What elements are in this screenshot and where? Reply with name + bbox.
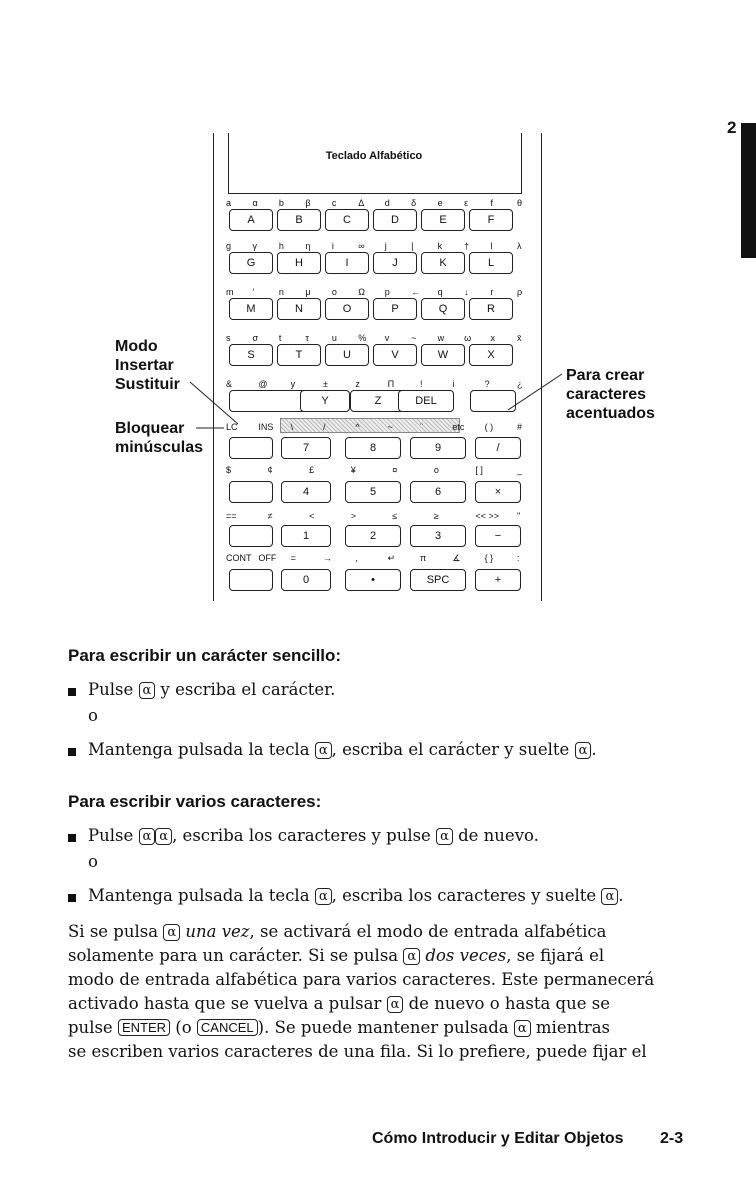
- alpha-key: α: [315, 742, 332, 759]
- key-label: x̄: [517, 333, 522, 343]
- text: , escriba los caracteres y suelte: [331, 886, 597, 905]
- callout-line: Insertar: [115, 357, 174, 374]
- text: , escriba el carácter y suelte: [331, 740, 570, 759]
- alpha-key: α: [436, 828, 453, 845]
- key-label: y: [290, 379, 296, 389]
- key-label: |: [411, 241, 414, 251]
- key-label: j: [384, 241, 387, 251]
- text: solamente para un carácter. Si se pulsa: [68, 946, 399, 965]
- key-label: α: [252, 198, 258, 208]
- key-label: ∡: [452, 553, 461, 563]
- keycap-v: V: [373, 344, 417, 366]
- text: .: [618, 886, 624, 905]
- keycap-3: 3: [410, 525, 466, 547]
- key-label: ==: [226, 511, 237, 521]
- bullet-text: [88, 740, 597, 759]
- alpha-key: α: [601, 888, 618, 905]
- figure-title: Teclado Alfabético: [325, 150, 423, 162]
- text: de nuevo.: [458, 826, 539, 845]
- key-label: ^: [355, 422, 360, 432]
- bullet: [68, 688, 76, 696]
- key-label: :: [517, 553, 520, 563]
- para-line: [68, 920, 698, 944]
- keycap-7: 7: [281, 437, 331, 459]
- key-label: t: [278, 333, 282, 343]
- text: activado hasta que se vuelva a pulsar: [68, 994, 382, 1013]
- keycap-r: R: [469, 298, 513, 320]
- key-label: ∞: [358, 241, 365, 251]
- key-label: @: [258, 379, 268, 389]
- key-label: ¤: [392, 465, 398, 475]
- bullet-text: [88, 826, 539, 845]
- key-label: π: [420, 553, 427, 563]
- key-label: ?: [484, 379, 490, 389]
- key-label: ": [517, 511, 521, 521]
- key-label: k: [437, 241, 443, 251]
- keycap-k: K: [421, 252, 465, 274]
- text: una vez: [185, 922, 250, 941]
- callout-line: minúsculas: [115, 439, 204, 456]
- keycap-o: O: [325, 298, 369, 320]
- text: Mantenga pulsada la tecla: [88, 740, 310, 759]
- key-label: ↵: [387, 553, 396, 563]
- key-label: i: [331, 241, 334, 251]
- key-label: g: [226, 241, 232, 251]
- text: Si se pulsa: [68, 922, 159, 941]
- keycap-0: 0: [281, 569, 331, 591]
- callout-line: Sustituir: [115, 376, 180, 393]
- keycap-u: U: [325, 344, 369, 366]
- keycap-del: DEL: [398, 390, 454, 412]
- callout-line: Modo: [115, 338, 158, 355]
- key-label: s: [226, 333, 231, 343]
- key-label: ': [252, 287, 255, 297]
- key-label: τ: [305, 333, 309, 343]
- footer-title: Cómo Introducir y Editar Objetos: [372, 1130, 624, 1147]
- key-label: ≤: [392, 511, 398, 521]
- para-line: [68, 1016, 698, 1040]
- para-line: modo de entrada alfabética para varios caracteres. Este permanecerá: [68, 970, 655, 989]
- keycap-q: Q: [421, 298, 465, 320]
- key-label: u: [331, 333, 337, 343]
- alpha-key: α: [387, 996, 404, 1013]
- key-label: >: [350, 511, 356, 521]
- key-label: q: [437, 287, 443, 297]
- key-label: LC: [226, 422, 238, 432]
- key-label: x: [490, 333, 496, 343]
- text: , se fijará el: [506, 946, 605, 965]
- key-label: η: [305, 241, 311, 251]
- alpha-key: α: [315, 888, 332, 905]
- bullet: [68, 894, 76, 902]
- key-label: →: [323, 553, 332, 563]
- key-label: Π: [387, 379, 395, 389]
- alpha-key: α: [163, 924, 180, 941]
- keycap-m: M: [229, 298, 273, 320]
- key-label: l: [490, 241, 493, 251]
- text: pulse: [68, 1018, 113, 1037]
- key-label: $: [226, 465, 232, 475]
- key-label: \: [290, 422, 294, 432]
- key-label: Δ: [358, 198, 365, 208]
- keycap-+: +: [475, 569, 521, 591]
- key-label: ,: [355, 553, 358, 563]
- key-label: σ: [252, 333, 259, 343]
- alpha-key: α: [575, 742, 592, 759]
- key-label: b: [278, 198, 284, 208]
- key-label: ¥: [350, 465, 356, 475]
- keycap-/: /: [475, 437, 521, 459]
- key-label: &: [226, 379, 233, 389]
- key-label: †: [464, 241, 470, 251]
- key-label: <: [309, 511, 315, 521]
- keycap-s: S: [229, 344, 273, 366]
- chapter-number: 2: [727, 118, 737, 137]
- keycap-2: 2: [345, 525, 401, 547]
- text: y escriba el carácter.: [160, 680, 336, 699]
- key-label: θ: [517, 198, 523, 208]
- key-label: h: [278, 241, 284, 251]
- key-label: c: [331, 198, 337, 208]
- keycap-z: Z: [350, 390, 406, 412]
- key-label: w: [437, 333, 445, 343]
- keycap-x: X: [469, 344, 513, 366]
- callout-line: caracteres: [566, 386, 647, 403]
- key-label: £: [309, 465, 315, 475]
- keycap-b: B: [277, 209, 321, 231]
- key-label: { }: [484, 553, 494, 563]
- key-label: =: [290, 553, 296, 563]
- keycap-×: ×: [475, 481, 521, 503]
- key-label: n: [278, 287, 284, 297]
- keycap-j: J: [373, 252, 417, 274]
- key-label: λ: [517, 241, 522, 251]
- bullet-text: [88, 680, 335, 699]
- key-label: m: [226, 287, 234, 297]
- text: mientras: [535, 1018, 611, 1037]
- key-label: ≠: [267, 511, 273, 521]
- text: Pulse: [88, 826, 134, 845]
- key-label: << >>: [475, 511, 499, 521]
- key-label: ±: [323, 379, 328, 389]
- key-label: p: [384, 287, 390, 297]
- key-label: !: [420, 379, 423, 389]
- callout-line: Para crear: [566, 367, 645, 384]
- alpha-key: α: [155, 828, 172, 845]
- keycap-a: A: [229, 209, 273, 231]
- keycap-t: T: [277, 344, 321, 366]
- key-label: ω: [464, 333, 472, 343]
- key-label: r: [490, 287, 494, 297]
- keycap-•: •: [345, 569, 401, 591]
- alpha-key: α: [139, 682, 156, 699]
- key-label: %: [358, 333, 367, 343]
- callout-line: acentuados: [566, 405, 655, 422]
- section-heading-multiple: Para escribir varios caracteres:: [68, 792, 322, 811]
- keycap-l: L: [469, 252, 513, 274]
- bullet: [68, 748, 76, 756]
- key-label: ¢: [267, 465, 273, 475]
- keycap-h: H: [277, 252, 321, 274]
- key-label: γ: [252, 241, 257, 251]
- section-heading-single: Para escribir un carácter sencillo:: [68, 646, 342, 665]
- text: , escriba los caracteres y pulse: [172, 826, 431, 845]
- keycap-p: P: [373, 298, 417, 320]
- text: de nuevo o hasta que se: [408, 994, 610, 1013]
- key-label: v: [384, 333, 390, 343]
- text: Mantenga pulsada la tecla: [88, 886, 310, 905]
- key-label: ¿: [517, 379, 523, 389]
- keycap-g: G: [229, 252, 273, 274]
- key-label: etc: [452, 422, 465, 432]
- key-label: ρ: [517, 287, 523, 297]
- alpha-key: α: [514, 1020, 531, 1037]
- or-text: o: [88, 706, 98, 725]
- key-label: β: [305, 198, 311, 208]
- key-label: a: [226, 198, 232, 208]
- key-label: ~: [411, 333, 417, 343]
- or-text: o: [88, 852, 98, 871]
- text: Pulse: [88, 680, 134, 699]
- keycap-1: 1: [281, 525, 331, 547]
- bullet-text: [88, 886, 623, 905]
- keycap-y: Y: [300, 390, 350, 412]
- para-line: [68, 944, 698, 968]
- alpha-key: α: [139, 828, 156, 845]
- key-label: ¨: [420, 422, 423, 432]
- keycap-w: W: [421, 344, 465, 366]
- bullet: [68, 834, 76, 842]
- leader-line: [508, 374, 562, 410]
- key-label: ε: [464, 198, 469, 208]
- key-label: d: [384, 198, 390, 208]
- keycap-c: C: [325, 209, 369, 231]
- page-number: 2-3: [660, 1130, 684, 1147]
- text: dos veces: [425, 946, 507, 965]
- key-label: o: [331, 287, 337, 297]
- key-label: μ: [305, 287, 311, 297]
- key-label: o: [433, 465, 439, 475]
- key-label: Ω: [358, 287, 365, 297]
- para-line: [68, 992, 698, 1016]
- key-label: δ: [411, 198, 417, 208]
- text: ). Se puede mantener pulsada: [257, 1018, 509, 1037]
- key-label: e: [437, 198, 443, 208]
- enter-key: ENTER: [118, 1019, 170, 1036]
- keycap-5: 5: [345, 481, 401, 503]
- key-label: ≥: [433, 511, 439, 521]
- key-label: ~: [387, 422, 393, 432]
- keycap-−: −: [475, 525, 521, 547]
- key-label: ( ): [484, 422, 494, 432]
- keycap-spc: SPC: [410, 569, 466, 591]
- keycap-6: 6: [410, 481, 466, 503]
- cancel-key: CANCEL: [197, 1019, 258, 1036]
- alpha-key: α: [403, 948, 420, 965]
- key-label: ←: [411, 287, 421, 297]
- keycap-e: E: [421, 209, 465, 231]
- keycap-f: F: [469, 209, 513, 231]
- key-label: [ ]: [475, 465, 483, 475]
- keycap-i: I: [325, 252, 369, 274]
- callout-line: Bloquear: [115, 420, 185, 437]
- keycap-8: 8: [345, 437, 401, 459]
- key-label: f: [490, 198, 494, 208]
- text: .: [591, 740, 597, 759]
- key-label: _: [517, 465, 523, 475]
- keycap-9: 9: [410, 437, 466, 459]
- keycap-n: N: [277, 298, 321, 320]
- para-line: se escriben varios caracteres de una fila. Si lo prefiere, puede fijar el: [68, 1042, 647, 1061]
- leader-line: [190, 382, 238, 424]
- key-label: #: [517, 422, 523, 432]
- keycap-d: D: [373, 209, 417, 231]
- key-label: ↓: [464, 287, 469, 297]
- key-label: CONT: [226, 553, 252, 563]
- key-label: OFF: [258, 553, 277, 563]
- body-paragraph: [68, 920, 698, 1064]
- key-label: /: [323, 422, 326, 432]
- key-label: i: [452, 379, 455, 389]
- text: , se activará el modo de entrada alfabética: [249, 922, 607, 941]
- key-label: INS: [258, 422, 274, 432]
- text: (o: [175, 1018, 192, 1037]
- keycap-4: 4: [281, 481, 331, 503]
- key-label: z: [355, 379, 360, 389]
